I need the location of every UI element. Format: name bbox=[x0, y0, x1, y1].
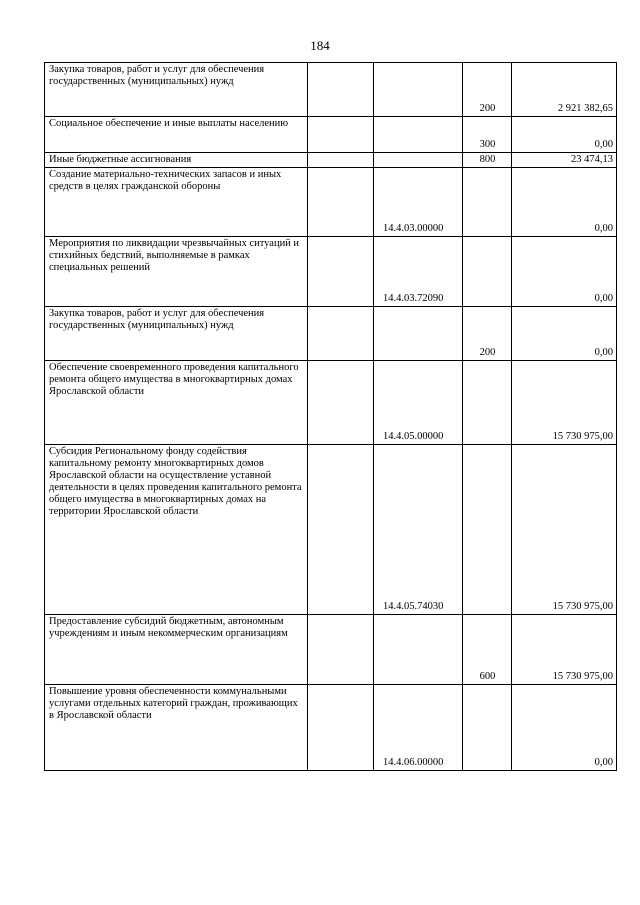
table-row bbox=[45, 63, 617, 117]
row-type: 800 bbox=[463, 153, 512, 168]
row-amount: 15 730 975,00 bbox=[512, 445, 617, 615]
empty-cell bbox=[308, 685, 374, 771]
row-name: Социальное обеспечение и иные выплаты населению bbox=[45, 117, 308, 153]
empty-cell bbox=[308, 307, 374, 361]
row-code: 14.4.06.00000 bbox=[374, 685, 463, 771]
table-row bbox=[45, 237, 617, 307]
table-row bbox=[45, 168, 617, 237]
row-amount: 23 474,13 bbox=[512, 153, 617, 168]
row-code bbox=[374, 153, 463, 168]
row-code: 14.4.05.74030 bbox=[374, 445, 463, 615]
row-code bbox=[374, 307, 463, 361]
row-amount: 0,00 bbox=[512, 117, 617, 153]
empty-cell bbox=[308, 63, 374, 117]
row-amount: 15 730 975,00 bbox=[512, 361, 617, 445]
table-row bbox=[45, 153, 617, 168]
row-amount: 15 730 975,00 bbox=[512, 615, 617, 685]
row-name: Закупка товаров, работ и услуг для обеспечения государственных (муниципальных) нужд bbox=[45, 63, 308, 117]
table-row bbox=[45, 615, 617, 685]
budget-table bbox=[44, 62, 617, 771]
table-row bbox=[45, 307, 617, 361]
row-code: 14.4.03.00000 bbox=[374, 168, 463, 237]
row-name: Субсидия Региональному фонду содействия капитальному ремонту многоквартирных домов Ярославской области на осуществление уставной деятельности в целях проведения капитального ремонта общего имущества в многоквартирных домах на территории Ярославской области bbox=[45, 445, 308, 615]
row-name: Закупка товаров, работ и услуг для обеспечения государственных (муниципальных) нужд bbox=[45, 307, 308, 361]
row-type: 300 bbox=[463, 117, 512, 153]
empty-cell bbox=[308, 615, 374, 685]
row-amount: 0,00 bbox=[512, 237, 617, 307]
row-type bbox=[463, 237, 512, 307]
row-type bbox=[463, 445, 512, 615]
row-amount: 0,00 bbox=[512, 685, 617, 771]
table-row bbox=[45, 685, 617, 771]
row-code bbox=[374, 117, 463, 153]
row-code bbox=[374, 63, 463, 117]
empty-cell bbox=[308, 117, 374, 153]
row-name: Мероприятия по ликвидации чрезвычайных ситуаций и стихийных бедствий, выполняемые в рамках специальных решений bbox=[45, 237, 308, 307]
row-code bbox=[374, 615, 463, 685]
row-type: 200 bbox=[463, 307, 512, 361]
row-code: 14.4.03.72090 bbox=[374, 237, 463, 307]
row-type: 600 bbox=[463, 615, 512, 685]
row-name: Создание материально-технических запасов и иных средств в целях гражданской обороны bbox=[45, 168, 308, 237]
empty-cell bbox=[308, 445, 374, 615]
row-amount: 2 921 382,65 bbox=[512, 63, 617, 117]
row-type bbox=[463, 685, 512, 771]
empty-cell bbox=[308, 237, 374, 307]
table-row bbox=[45, 361, 617, 445]
table-row bbox=[45, 445, 617, 615]
page-number: 184 bbox=[310, 38, 330, 53]
row-name: Повышение уровня обеспеченности коммунальными услугами отдельных категорий граждан, проживающих в Ярославской области bbox=[45, 685, 308, 771]
row-name: Обеспечение своевременного проведения капитального ремонта общего имущества в многоквартирных домах Ярославской области bbox=[45, 361, 308, 445]
row-amount: 0,00 bbox=[512, 307, 617, 361]
row-type: 200 bbox=[463, 63, 512, 117]
row-type bbox=[463, 168, 512, 237]
empty-cell bbox=[308, 153, 374, 168]
empty-cell bbox=[308, 168, 374, 237]
row-name: Предоставление субсидий бюджетным, автономным учреждениям и иным некоммерческим организациям bbox=[45, 615, 308, 685]
row-type bbox=[463, 361, 512, 445]
row-code: 14.4.05.00000 bbox=[374, 361, 463, 445]
row-amount: 0,00 bbox=[512, 168, 617, 237]
empty-cell bbox=[308, 361, 374, 445]
table-row bbox=[45, 117, 617, 153]
row-name: Иные бюджетные ассигнования bbox=[45, 153, 308, 168]
